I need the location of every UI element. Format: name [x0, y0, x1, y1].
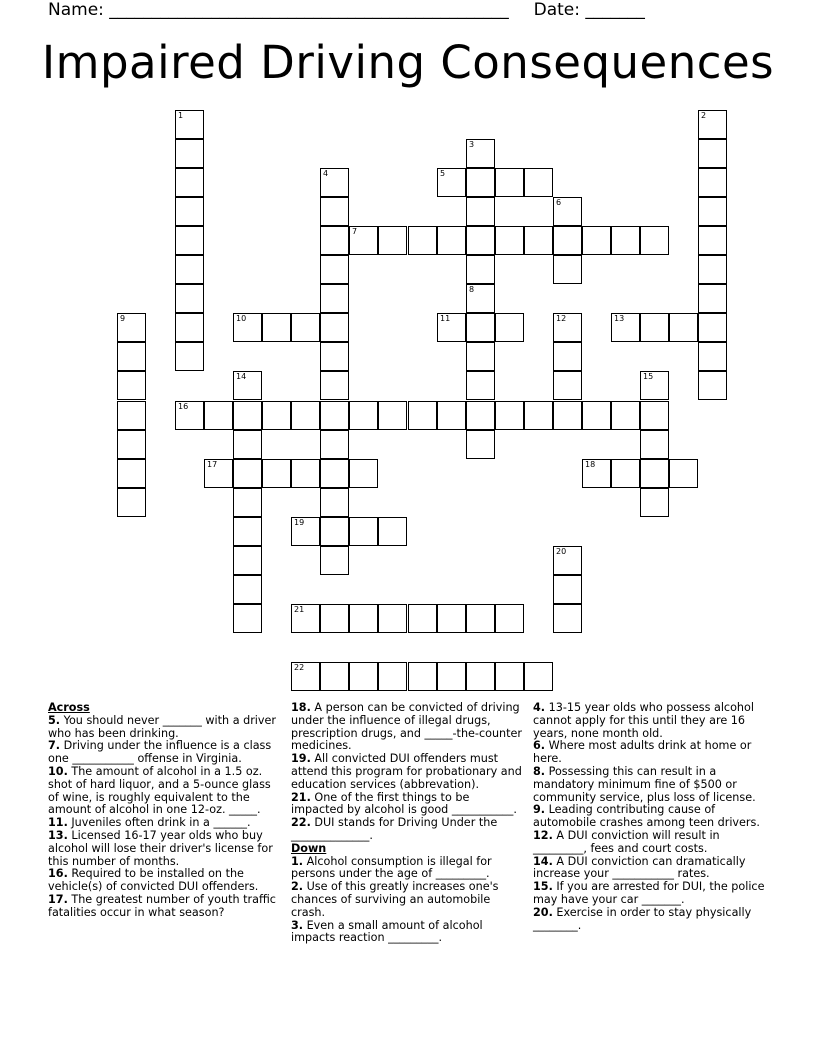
down-clue	[291, 881, 525, 919]
clue-text: Use of this greatly increases one's chances of surviving an automobile crash.	[291, 880, 499, 919]
clue-number: 10	[236, 314, 247, 323]
grid-cell[interactable]	[117, 488, 146, 517]
grid-cell[interactable]	[175, 197, 204, 226]
clue-number: 4.	[533, 701, 546, 714]
down-clue	[533, 830, 767, 856]
clue-text: Licensed 16-17 year olds who buy alcohol will lose their driver's license for this number of months.	[48, 828, 273, 868]
grid-cell[interactable]	[495, 662, 524, 691]
grid-cell[interactable]	[320, 546, 349, 575]
grid-cell[interactable]	[669, 313, 698, 342]
grid-cell[interactable]	[349, 459, 378, 488]
grid-cell[interactable]	[233, 517, 262, 546]
grid-cell[interactable]	[175, 342, 204, 371]
grid-cell[interactable]	[320, 662, 349, 691]
grid-cell[interactable]	[466, 401, 495, 430]
grid-cell[interactable]	[698, 168, 727, 197]
clue-text: The amount of alcohol in a 1.5 oz. shot of hard liquor, and a 5-ounce glass of wine, is roughly equivalent to the amount of alcohol in one 12-oz. _____.	[48, 764, 271, 817]
clue-number: 9.	[533, 803, 546, 817]
grid-cell[interactable]	[524, 168, 553, 197]
clue-number: 13	[614, 314, 625, 323]
clue-number: 1.	[291, 854, 304, 868]
grid-cell[interactable]	[640, 401, 669, 430]
name-line[interactable]: _______________________________________________	[109, 0, 509, 20]
clue-number: 4	[323, 169, 329, 178]
across-heading: Across	[48, 701, 90, 714]
grid-cell[interactable]	[437, 662, 466, 691]
grid-cell[interactable]	[698, 226, 727, 255]
grid-cell[interactable]	[320, 488, 349, 517]
grid-cell[interactable]	[582, 226, 611, 255]
grid-cell[interactable]	[466, 430, 495, 459]
grid-cell[interactable]	[495, 226, 524, 255]
clue-text: A DUI conviction will result in _________, fees and court costs.	[533, 828, 720, 855]
clue-text: DUI stands for Driving Under the ______________.	[291, 816, 498, 842]
grid-cell[interactable]	[291, 313, 320, 342]
grid-cell[interactable]	[349, 517, 378, 546]
grid-cell[interactable]	[640, 488, 669, 517]
grid-cell[interactable]	[262, 401, 291, 430]
grid-cell[interactable]	[117, 401, 146, 430]
grid-cell[interactable]	[640, 430, 669, 459]
clue-number: 13.	[48, 828, 68, 842]
clue-number: 6.	[533, 739, 546, 753]
grid-cell[interactable]	[175, 168, 204, 197]
grid-cell[interactable]	[117, 371, 146, 400]
clue-number: 22	[294, 663, 305, 672]
clue-text: Alcohol consumption is illegal for persons under the age of _________.	[291, 854, 492, 881]
clue-number: 5	[440, 169, 446, 178]
grid-cell[interactable]	[437, 168, 466, 197]
clue-number: 2.	[291, 880, 304, 894]
clue-number: 8.	[533, 764, 546, 778]
clue-number: 1	[178, 111, 184, 120]
grid-cell[interactable]	[640, 226, 669, 255]
clue-number: 12.	[533, 828, 553, 842]
grid-cell[interactable]	[378, 517, 407, 546]
clue-text: One of the first things to be impacted by alcohol is good ___________.	[291, 790, 517, 817]
grid-cell[interactable]	[582, 459, 611, 488]
clue-text: Possessing this can result in a mandatory minimum fine of $500 or community service, plus loss of license.	[533, 764, 756, 804]
date-label: Date:	[533, 0, 580, 20]
grid-cell[interactable]	[669, 459, 698, 488]
clue-number: 17.	[48, 892, 68, 906]
grid-cell[interactable]	[175, 110, 204, 139]
grid-cell[interactable]	[553, 197, 582, 226]
clue-number: 15	[643, 372, 654, 381]
clue-number: 2	[701, 111, 707, 120]
grid-cell[interactable]	[349, 226, 378, 255]
clue-text: The greatest number of youth traffic fatalities occur in what season?	[48, 892, 276, 919]
across-clue	[291, 753, 525, 791]
grid-cell[interactable]	[698, 139, 727, 168]
grid-cell[interactable]	[320, 430, 349, 459]
clue-number: 3	[469, 140, 475, 149]
grid-cell[interactable]	[553, 342, 582, 371]
grid-cell[interactable]	[291, 459, 320, 488]
grid-cell[interactable]	[698, 255, 727, 284]
grid-cell[interactable]	[117, 459, 146, 488]
grid-cell[interactable]	[495, 604, 524, 633]
grid-cell[interactable]	[349, 604, 378, 633]
down-clue	[533, 881, 767, 907]
down-heading: Down	[291, 841, 327, 855]
grid-cell[interactable]	[233, 371, 262, 400]
across-clue	[48, 766, 282, 817]
grid-cell[interactable]	[175, 313, 204, 342]
clue-number: 19	[294, 518, 305, 527]
down-clue	[533, 804, 767, 830]
grid-cell[interactable]	[378, 401, 407, 430]
clue-number: 5.	[48, 713, 61, 727]
clue-number: 6	[556, 198, 562, 207]
grid-cell[interactable]	[611, 459, 640, 488]
grid-cell[interactable]	[611, 226, 640, 255]
clues-column-2	[291, 702, 525, 945]
grid-cell[interactable]	[175, 139, 204, 168]
grid-cell[interactable]	[698, 371, 727, 400]
grid-cell[interactable]	[466, 604, 495, 633]
across-clue	[291, 817, 525, 843]
grid-cell[interactable]	[320, 401, 349, 430]
grid-cell[interactable]	[640, 459, 669, 488]
clue-text: All convicted DUI offenders must attend this program for probationary and education services (abbrevation).	[291, 752, 522, 791]
grid-cell[interactable]	[553, 313, 582, 342]
across-clue	[48, 715, 282, 741]
clue-number: 7.	[48, 739, 61, 753]
clue-text: Leading contributing cause of automobile crashes among teen drivers.	[533, 803, 760, 830]
grid-cell[interactable]	[320, 284, 349, 313]
grid-cell[interactable]	[378, 604, 407, 633]
clues-column-1	[48, 702, 282, 920]
clue-text: A DUI conviction can dramatically increase your ___________ rates.	[533, 854, 746, 881]
grid-cell[interactable]	[553, 546, 582, 575]
across-clue	[48, 868, 282, 894]
grid-cell[interactable]	[466, 662, 495, 691]
down-clue	[533, 856, 767, 882]
down-clue	[533, 907, 767, 933]
grid-cell[interactable]	[204, 459, 233, 488]
grid-cell[interactable]	[320, 342, 349, 371]
grid-cell[interactable]	[262, 459, 291, 488]
clue-number: 18.	[291, 701, 311, 714]
clue-text: Required to be installed on the vehicle(s) of convicted DUI offenders.	[48, 867, 259, 894]
grid-cell[interactable]	[175, 226, 204, 255]
grid-cell[interactable]	[553, 255, 582, 284]
grid-cell[interactable]	[233, 401, 262, 430]
grid-cell[interactable]	[524, 662, 553, 691]
clue-text: Even a small amount of alcohol impacts reaction _________.	[291, 918, 483, 945]
clue-text: A person can be convicted of driving under the influence of illegal drugs, prescription drugs, and _____-the-counter medicines.	[291, 701, 522, 753]
clue-number: 12	[556, 314, 567, 323]
clue-number: 10.	[48, 764, 68, 778]
grid-cell[interactable]	[320, 313, 349, 342]
grid-cell[interactable]	[320, 255, 349, 284]
down-clue	[533, 740, 767, 766]
grid-cell[interactable]	[466, 284, 495, 313]
grid-cell[interactable]	[437, 313, 466, 342]
grid-cell[interactable]	[698, 284, 727, 313]
across-clue	[48, 830, 282, 868]
grid-cell[interactable]	[611, 313, 640, 342]
grid-cell[interactable]	[233, 459, 262, 488]
clue-number: 11	[440, 314, 451, 323]
grid-cell[interactable]	[437, 226, 466, 255]
clue-number: 18	[585, 460, 596, 469]
clue-number: 8	[469, 285, 475, 294]
down-clue	[533, 702, 767, 740]
clue-number: 16.	[48, 867, 68, 881]
clue-text: You should never _______ with a driver who has been drinking.	[48, 713, 277, 740]
grid-cell[interactable]	[378, 662, 407, 691]
clue-number: 9	[120, 314, 126, 323]
grid-cell[interactable]	[466, 371, 495, 400]
clue-number: 16	[178, 402, 189, 411]
grid-cell[interactable]	[378, 226, 407, 255]
grid-cell[interactable]	[320, 604, 349, 633]
across-clue	[291, 792, 525, 818]
grid-cell[interactable]	[291, 401, 320, 430]
grid-cell[interactable]	[233, 430, 262, 459]
grid-cell[interactable]	[437, 401, 466, 430]
grid-cell[interactable]	[698, 313, 727, 342]
grid-cell[interactable]	[175, 255, 204, 284]
grid-cell[interactable]	[408, 604, 437, 633]
clue-text: 13-15 year olds who possess alcohol cannot apply for this until they are 16 years, none month old.	[533, 701, 754, 740]
clue-text: If you are arrested for DUI, the police may have your car _______.	[533, 880, 765, 906]
clue-text: Exercise in order to stay physically ________.	[533, 905, 752, 932]
clue-text: Where most adults drink at home or here.	[533, 739, 752, 766]
clue-number: 20	[556, 547, 567, 556]
grid-cell[interactable]	[349, 662, 378, 691]
grid-cell[interactable]	[611, 401, 640, 430]
clue-number: 19.	[291, 752, 311, 766]
grid-cell[interactable]	[466, 168, 495, 197]
puzzle-title: Impaired Driving Consequences	[41, 36, 775, 89]
across-clue	[48, 894, 282, 920]
down-clue	[291, 856, 525, 882]
grid-cell[interactable]	[553, 226, 582, 255]
grid-cell[interactable]	[291, 517, 320, 546]
grid-cell[interactable]	[437, 604, 466, 633]
clue-number: 15.	[533, 880, 553, 894]
grid-cell[interactable]	[553, 575, 582, 604]
grid-cell[interactable]	[640, 371, 669, 400]
grid-cell[interactable]	[524, 226, 553, 255]
grid-cell[interactable]	[408, 662, 437, 691]
grid-cell[interactable]	[466, 197, 495, 226]
across-clue	[291, 702, 525, 753]
grid-cell[interactable]	[408, 226, 437, 255]
grid-cell[interactable]	[640, 313, 669, 342]
grid-cell[interactable]	[233, 488, 262, 517]
grid-cell[interactable]	[495, 168, 524, 197]
date-line[interactable]: _______	[585, 0, 645, 20]
clue-number: 22.	[291, 816, 311, 830]
grid-cell[interactable]	[466, 313, 495, 342]
clue-number: 7	[352, 227, 358, 236]
grid-cell[interactable]	[320, 459, 349, 488]
across-clue	[48, 740, 282, 766]
grid-cell[interactable]	[553, 371, 582, 400]
grid-cell[interactable]	[466, 255, 495, 284]
grid-cell[interactable]	[117, 430, 146, 459]
grid-cell[interactable]	[320, 371, 349, 400]
grid-cell[interactable]	[117, 342, 146, 371]
grid-cell[interactable]	[320, 197, 349, 226]
grid-cell[interactable]	[698, 110, 727, 139]
grid-cell[interactable]	[495, 313, 524, 342]
grid-cell[interactable]	[466, 139, 495, 168]
grid-cell[interactable]	[233, 313, 262, 342]
grid-cell[interactable]	[175, 401, 204, 430]
grid-cell[interactable]	[320, 517, 349, 546]
clue-number: 3.	[291, 918, 304, 932]
clue-number: 21	[294, 605, 305, 614]
grid-cell[interactable]	[320, 226, 349, 255]
clue-number: 17	[207, 460, 218, 469]
grid-cell[interactable]	[408, 401, 437, 430]
grid-cell[interactable]	[291, 604, 320, 633]
grid-cell[interactable]	[233, 604, 262, 633]
name-label: Name:	[48, 0, 104, 20]
grid-cell[interactable]	[466, 226, 495, 255]
grid-cell[interactable]	[233, 575, 262, 604]
grid-cell[interactable]	[204, 401, 233, 430]
clue-number: 11.	[48, 816, 68, 830]
clue-number: 20.	[533, 905, 553, 919]
clue-number: 14.	[533, 854, 553, 868]
grid-cell[interactable]	[582, 401, 611, 430]
grid-cell[interactable]	[175, 284, 204, 313]
grid-cell[interactable]	[233, 546, 262, 575]
clue-text: Driving under the influence is a class one ___________ offense in Virginia.	[48, 739, 272, 766]
grid-cell[interactable]	[698, 342, 727, 371]
grid-cell[interactable]	[495, 401, 524, 430]
grid-cell[interactable]	[698, 197, 727, 226]
grid-cell[interactable]	[320, 168, 349, 197]
clue-number: 21.	[291, 790, 311, 804]
grid-cell[interactable]	[466, 342, 495, 371]
grid-cell[interactable]	[349, 401, 378, 430]
down-clue	[291, 920, 525, 946]
grid-cell[interactable]	[553, 401, 582, 430]
grid-cell[interactable]	[524, 401, 553, 430]
grid-cell[interactable]	[117, 313, 146, 342]
clue-text: Juveniles often drink in a ______.	[67, 816, 251, 830]
grid-cell[interactable]	[553, 604, 582, 633]
down-clue	[533, 766, 767, 804]
clue-number: 14	[236, 372, 247, 381]
grid-cell[interactable]	[262, 313, 291, 342]
clues-column-3	[533, 702, 767, 932]
grid-cell[interactable]	[291, 662, 320, 691]
